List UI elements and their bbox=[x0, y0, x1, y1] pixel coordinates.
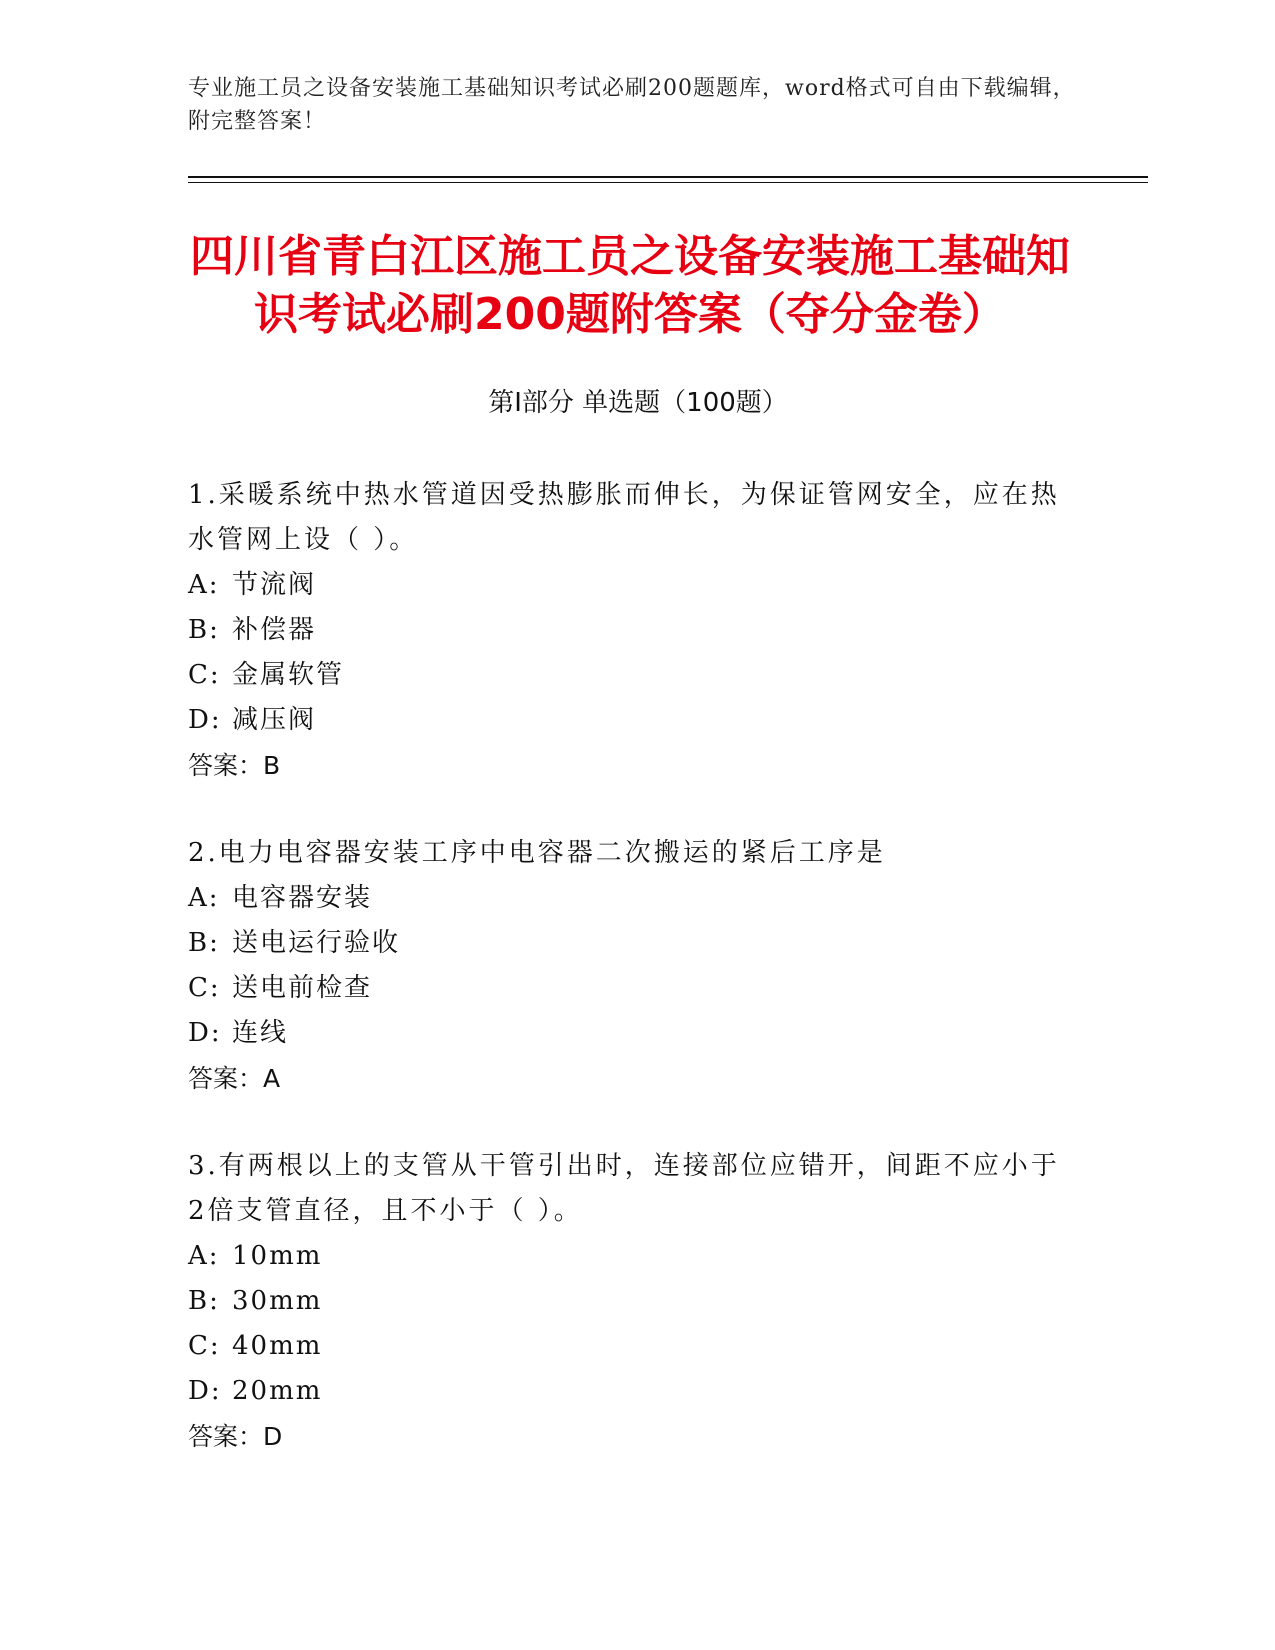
option-d bbox=[188, 1369, 1068, 1414]
option-a bbox=[188, 563, 1068, 608]
option-c bbox=[188, 966, 1068, 1011]
question-2 bbox=[188, 831, 1068, 1101]
question-stem: 1.采暖系统中热水管道因受热膨胀而伸长，为保证管网安全，应在热水管网上设（ ）。 bbox=[188, 480, 1060, 555]
option-letter: B: bbox=[188, 615, 220, 645]
document-title: 四川省青白江区施工员之设备安装施工基础知识考试必刷200题附答案（夺分金卷） bbox=[190, 231, 1070, 340]
answer-line: 答案：A bbox=[188, 1064, 281, 1093]
option-letter: A: bbox=[188, 1241, 220, 1271]
option-letter: A: bbox=[188, 570, 220, 600]
option-letter: D: bbox=[188, 1376, 222, 1406]
option-d bbox=[188, 1011, 1068, 1056]
option-letter: D: bbox=[188, 1018, 222, 1048]
option-text: 40mm bbox=[232, 1331, 323, 1361]
header-divider-thin bbox=[188, 182, 1148, 183]
question-stem: 2.电力电容器安装工序中电容器二次搬运的紧后工序是 bbox=[188, 838, 886, 868]
option-b bbox=[188, 608, 1068, 653]
section-heading: 第Ⅰ部分 单选题（100题） bbox=[488, 388, 788, 418]
option-letter: D: bbox=[188, 705, 222, 735]
option-a bbox=[188, 1234, 1068, 1279]
option-text: 减压阀 bbox=[232, 705, 317, 735]
question-1 bbox=[188, 473, 1068, 788]
option-d bbox=[188, 698, 1068, 743]
option-c bbox=[188, 653, 1068, 698]
option-text: 送电运行验收 bbox=[232, 928, 401, 958]
option-text: 20mm bbox=[232, 1376, 323, 1406]
option-text: 节流阀 bbox=[232, 570, 317, 600]
answer-line: 答案：D bbox=[188, 1422, 283, 1451]
option-letter: C: bbox=[188, 973, 221, 1003]
option-text: 电容器安装 bbox=[232, 883, 373, 913]
option-letter: C: bbox=[188, 660, 221, 690]
option-b bbox=[188, 1279, 1068, 1324]
option-letter: B: bbox=[188, 928, 220, 958]
option-text: 连线 bbox=[232, 1018, 289, 1048]
option-text: 30mm bbox=[232, 1286, 323, 1316]
option-text: 送电前检查 bbox=[232, 973, 373, 1003]
option-text: 补偿器 bbox=[232, 615, 317, 645]
header-note: 专业施工员之设备安装施工基础知识考试必刷200题题库，word格式可自由下载编辑，附完整答案！ bbox=[188, 76, 1076, 134]
option-letter: A: bbox=[188, 883, 220, 913]
header-divider bbox=[188, 176, 1148, 178]
option-c bbox=[188, 1324, 1068, 1369]
answer-line: 答案：B bbox=[188, 751, 281, 780]
option-b bbox=[188, 921, 1068, 966]
option-text: 10mm bbox=[232, 1241, 323, 1271]
option-a bbox=[188, 876, 1068, 921]
option-letter: B: bbox=[188, 1286, 220, 1316]
option-text: 金属软管 bbox=[232, 660, 345, 690]
option-letter: C: bbox=[188, 1331, 221, 1361]
question-stem: 3.有两根以上的支管从干管引出时，连接部位应错开，间距不应小于2倍支管直径，且不小于（ ）。 bbox=[188, 1151, 1060, 1226]
question-3 bbox=[188, 1144, 1068, 1459]
question-list bbox=[188, 473, 1068, 1502]
